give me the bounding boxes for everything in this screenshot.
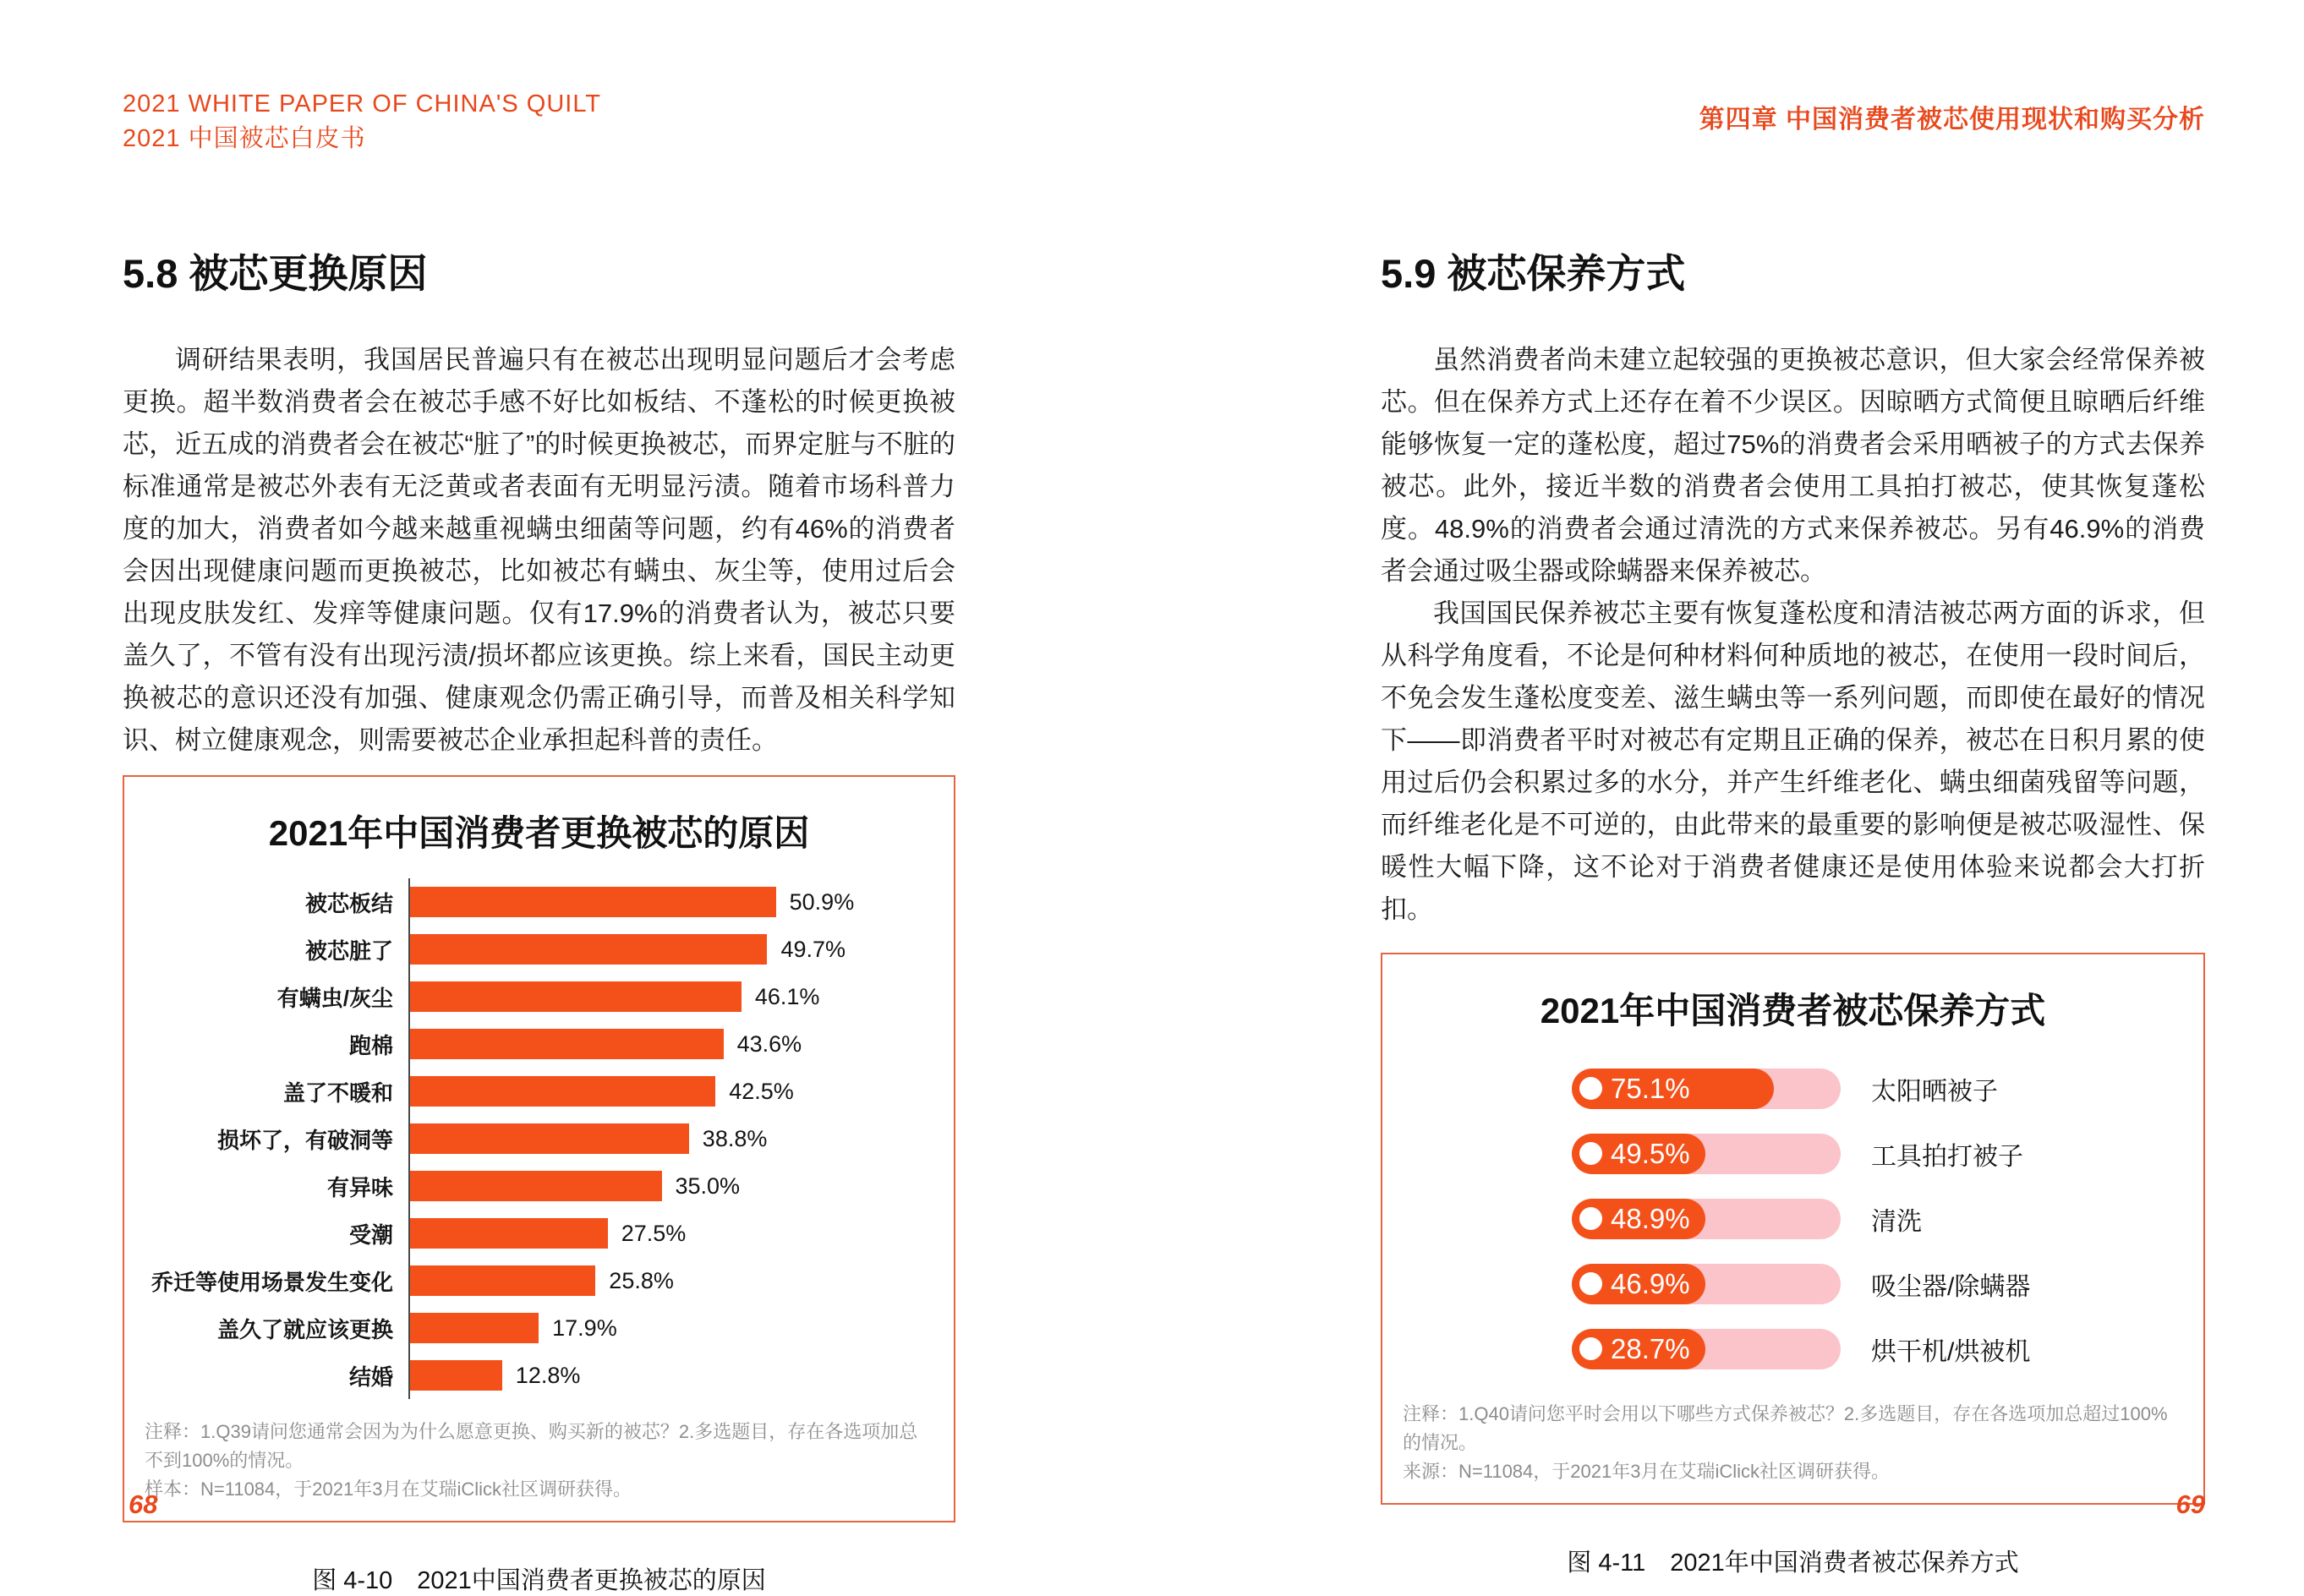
pill-fill — [1572, 1329, 1705, 1369]
pill-dot-icon — [1579, 1337, 1602, 1360]
right-page-column — [1381, 243, 2205, 1578]
chart-note-line: 样本：N=11084，于2021年3月在艾瑞iClick社区调研获得。 — [145, 1478, 632, 1500]
pill-percent-label: 75.1% — [1611, 1072, 1690, 1104]
bar-value-label: 43.6% — [736, 1030, 802, 1057]
bar-area — [408, 1210, 954, 1257]
pill-percent-label: 28.7% — [1611, 1332, 1690, 1364]
bar-row — [131, 973, 954, 1020]
bar — [410, 1123, 689, 1154]
pill-dot-icon — [1579, 1142, 1602, 1165]
pill-track — [1572, 1264, 1841, 1304]
chart-note-line: 注释：1.Q40请问您平时会用以下哪些方式保养被芯？2.多选题目，存在各选项加总超过100%的情况。 — [1403, 1403, 2168, 1453]
bar-row — [131, 878, 954, 926]
pill-percent-label: 46.9% — [1611, 1267, 1690, 1299]
section-5-9-paragraph-1: 虽然消费者尚未建立起较强的更换被芯意识，但大家会经常保养被芯。但在保养方式上还存在着不少误区。因晾晒方式简便且晾晒后纤维能够恢复一定的蓬松度，超过75%的消费者会采用晒被子的方式去保养被芯。此外，接近半数的消费者会使用工具拍打被芯，使其恢复蓬松度。48.9%的消费者会通过清洗的方式来保养被芯。另有46.9%的消费者会通过吸尘器或除螨器来保养被芯。 — [1381, 345, 2205, 586]
bar-area — [408, 878, 954, 926]
pill-category-label: 烘干机/烘被机 — [1871, 1337, 2031, 1366]
pill-fill — [1572, 1264, 1705, 1304]
bar-area — [408, 1162, 954, 1210]
quilt-replacement-reasons-chart-box — [123, 775, 955, 1522]
section-title-5-9: 5.9 被芯保养方式 — [1381, 251, 1686, 296]
pill-dot-icon — [1579, 1077, 1602, 1100]
bar — [410, 934, 767, 965]
bar-row — [131, 1352, 954, 1399]
bar-category-label: 有螨虫/灰尘 — [276, 985, 393, 1011]
doc-title-english: 2021 WHITE PAPER OF CHINA'S QUILT — [123, 90, 602, 118]
pill-fill — [1572, 1199, 1705, 1239]
bar-area — [408, 1304, 954, 1352]
pill-row — [1572, 1186, 2203, 1251]
bar-category-label: 乔迁等使用场景发生变化 — [150, 1269, 393, 1295]
pill-bar-chart — [1572, 1056, 2203, 1381]
pill-track — [1572, 1199, 1841, 1239]
bar-category-label: 被芯脏了 — [304, 937, 393, 964]
pill-track — [1572, 1069, 1841, 1109]
bar — [410, 1218, 608, 1249]
bar — [410, 1265, 595, 1296]
doc-header — [123, 87, 601, 156]
bar-row — [131, 1115, 954, 1162]
pill-fill — [1572, 1134, 1705, 1174]
bar — [410, 1171, 662, 1201]
bar — [410, 1313, 539, 1343]
bar-value-label: 46.1% — [754, 983, 820, 1009]
bar-value-label: 25.8% — [609, 1267, 674, 1293]
bar-value-label: 50.9% — [789, 888, 855, 915]
section-5-8-paragraph: 调研结果表明，我国居民普遍只有在被芯出现明显问题后才会考虑更换。超半数消费者会在被芯手感不好比如板结、不蓬松的时候更换被芯，近五成的消费者会在被芯“脏了”的时候更换被芯，而界定脏与不脏的标准通常是被芯外表有无泛黄或者表面有无明显污渍。随着市场科普力度的加大，消费者如今越来越重视螨虫细菌等问题，约有46%的消费者会因出现健康问题而更换被芯，比如被芯有螨虫、灰尘等，使用过后会出现皮肤发红、发痒等健康问题。仅有17.9%的消费者认为，被芯只要盖久了，不管有没有出现污渍/损坏都应该更换。综上来看，国民主动更换被芯的意识还没有加强、健康观念仍需正确引导，而普及相关科学知识、树立健康观念，则需要被芯企业承担起科普的责任。 — [123, 345, 955, 755]
pill-track — [1572, 1134, 1841, 1174]
bar-row — [131, 1304, 954, 1352]
bar-category-label: 有异味 — [326, 1174, 393, 1200]
bar-value-label: 42.5% — [729, 1078, 794, 1104]
bar-category-label: 受潮 — [348, 1222, 393, 1248]
pill-category-label: 清洗 — [1871, 1207, 1922, 1236]
left-page-column — [123, 243, 955, 1596]
bar-row — [131, 1162, 954, 1210]
chart-title-care-methods: 2021年中国消费者被芯保养方式 — [1540, 991, 2046, 1030]
bar-area — [408, 973, 954, 1020]
pill-category-label: 太阳晒被子 — [1871, 1077, 1998, 1106]
chart-notes — [1403, 1400, 2183, 1486]
bar-value-label: 35.0% — [675, 1172, 741, 1199]
pill-percent-label: 49.5% — [1611, 1137, 1690, 1169]
bar — [410, 1029, 724, 1059]
pill-row — [1572, 1056, 2203, 1121]
bar-category-label: 损坏了，有破洞等 — [216, 1127, 393, 1153]
page-number-left: 68 — [129, 1489, 158, 1519]
bar-category-label: 被芯板结 — [304, 890, 393, 916]
chart-note-line: 来源：N=11084，于2021年3月在艾瑞iClick社区调研获得。 — [1403, 1461, 1891, 1482]
pill-row — [1572, 1121, 2203, 1186]
bar-value-label: 17.9% — [552, 1315, 617, 1341]
pill-percent-label: 48.9% — [1611, 1202, 1690, 1234]
bar-area — [408, 1257, 954, 1304]
quilt-care-methods-chart-box — [1381, 953, 2205, 1505]
pill-row — [1572, 1316, 2203, 1381]
chart-notes — [145, 1418, 933, 1504]
figure-caption-4-10: 图 4-10 2021中国消费者更换被芯的原因 — [312, 1567, 766, 1594]
bar-row — [131, 1068, 954, 1115]
bar-value-label: 49.7% — [780, 936, 846, 962]
chart-title-replacement-reasons: 2021年中国消费者更换被芯的原因 — [268, 813, 810, 853]
pill-fill — [1572, 1069, 1774, 1109]
horizontal-bar-chart — [131, 878, 954, 1399]
pill-dot-icon — [1579, 1207, 1602, 1230]
pill-dot-icon — [1579, 1272, 1602, 1295]
bar-area — [408, 1068, 954, 1115]
bar — [410, 1076, 715, 1107]
bar-area — [408, 1020, 954, 1068]
figure-caption-4-11: 图 4-11 2021年中国消费者被芯保养方式 — [1567, 1550, 2019, 1577]
bar-row — [131, 1020, 954, 1068]
bar-area — [408, 926, 954, 973]
bar-value-label: 27.5% — [621, 1220, 687, 1246]
bar — [410, 887, 776, 917]
section-5-9-paragraph-2: 我国国民保养被芯主要有恢复蓬松度和清洁被芯两方面的诉求，但从科学角度看，不论是何种材料何种质地的被芯，在使用一段时间后，不免会发生蓬松度变差、滋生螨虫等一系列问题，而即使在最好的情况下——即消费者平时对被芯有定期且正确的保养，被芯在日积月累的使用过后仍会积累过多的水分，并产生纤维老化、螨虫细菌残留等问题，而纤维老化是不可逆的，由此带来的最重要的影响便是被芯吸湿性、保暖性大幅下降，这不论对于消费者健康还是使用体验来说都会大打折扣。 — [1381, 598, 2205, 924]
bar-category-label: 盖久了就应该更换 — [216, 1316, 393, 1342]
bar-value-label: 12.8% — [515, 1362, 581, 1388]
bar-area — [408, 1352, 954, 1399]
bar-category-label: 跑棉 — [348, 1032, 393, 1058]
pill-category-label: 工具拍打被子 — [1871, 1142, 2023, 1171]
section-title-5-8: 5.8 被芯更换原因 — [123, 251, 428, 296]
page-number-right: 69 — [2175, 1489, 2205, 1519]
bar-category-label: 盖了不暖和 — [282, 1079, 393, 1106]
bar — [410, 981, 742, 1012]
chapter-header: 第四章 中国消费者被芯使用现状和购买分析 — [1699, 106, 2205, 134]
bar-row — [131, 1210, 954, 1257]
chart-note-line: 注释：1.Q39请问您通常会因为为什么愿意更换、购买新的被芯？2.多选题目，存在各选项加总不到100%的情况。 — [145, 1421, 918, 1471]
doc-title-chinese: 2021 中国被芯白皮书 — [123, 125, 366, 152]
bar-value-label: 38.8% — [702, 1125, 768, 1151]
pill-track — [1572, 1329, 1841, 1369]
bar-area — [408, 1115, 954, 1162]
bar-category-label: 结婚 — [348, 1364, 393, 1390]
bar-row — [131, 926, 954, 973]
bar — [410, 1360, 502, 1391]
bar-row — [131, 1257, 954, 1304]
pill-row — [1572, 1251, 2203, 1316]
pill-category-label: 吸尘器/除螨器 — [1871, 1272, 2031, 1301]
